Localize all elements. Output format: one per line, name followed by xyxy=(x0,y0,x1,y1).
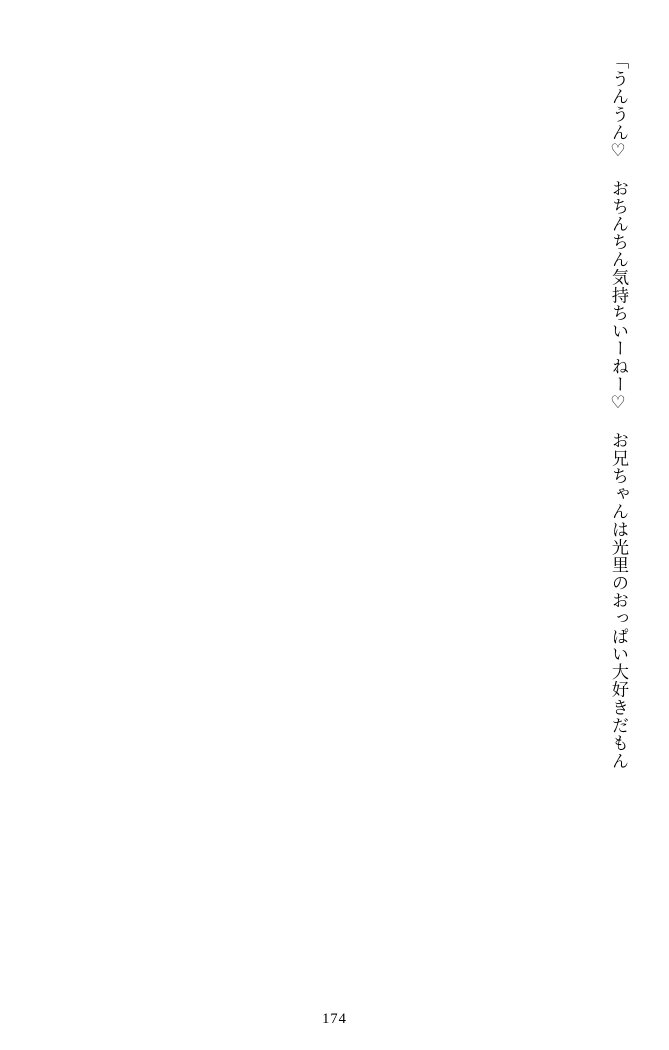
column-text xyxy=(602,0,633,52)
page-number: 174 xyxy=(322,1011,347,1027)
text-column xyxy=(602,0,633,52)
column-text: 「うんうん♡ おちんちん気持ちいーねー♡ お兄ちゃんは光里のおっぱい大好きだもん xyxy=(609,52,628,770)
text-column xyxy=(602,52,633,982)
vertical-text-body xyxy=(36,52,633,982)
